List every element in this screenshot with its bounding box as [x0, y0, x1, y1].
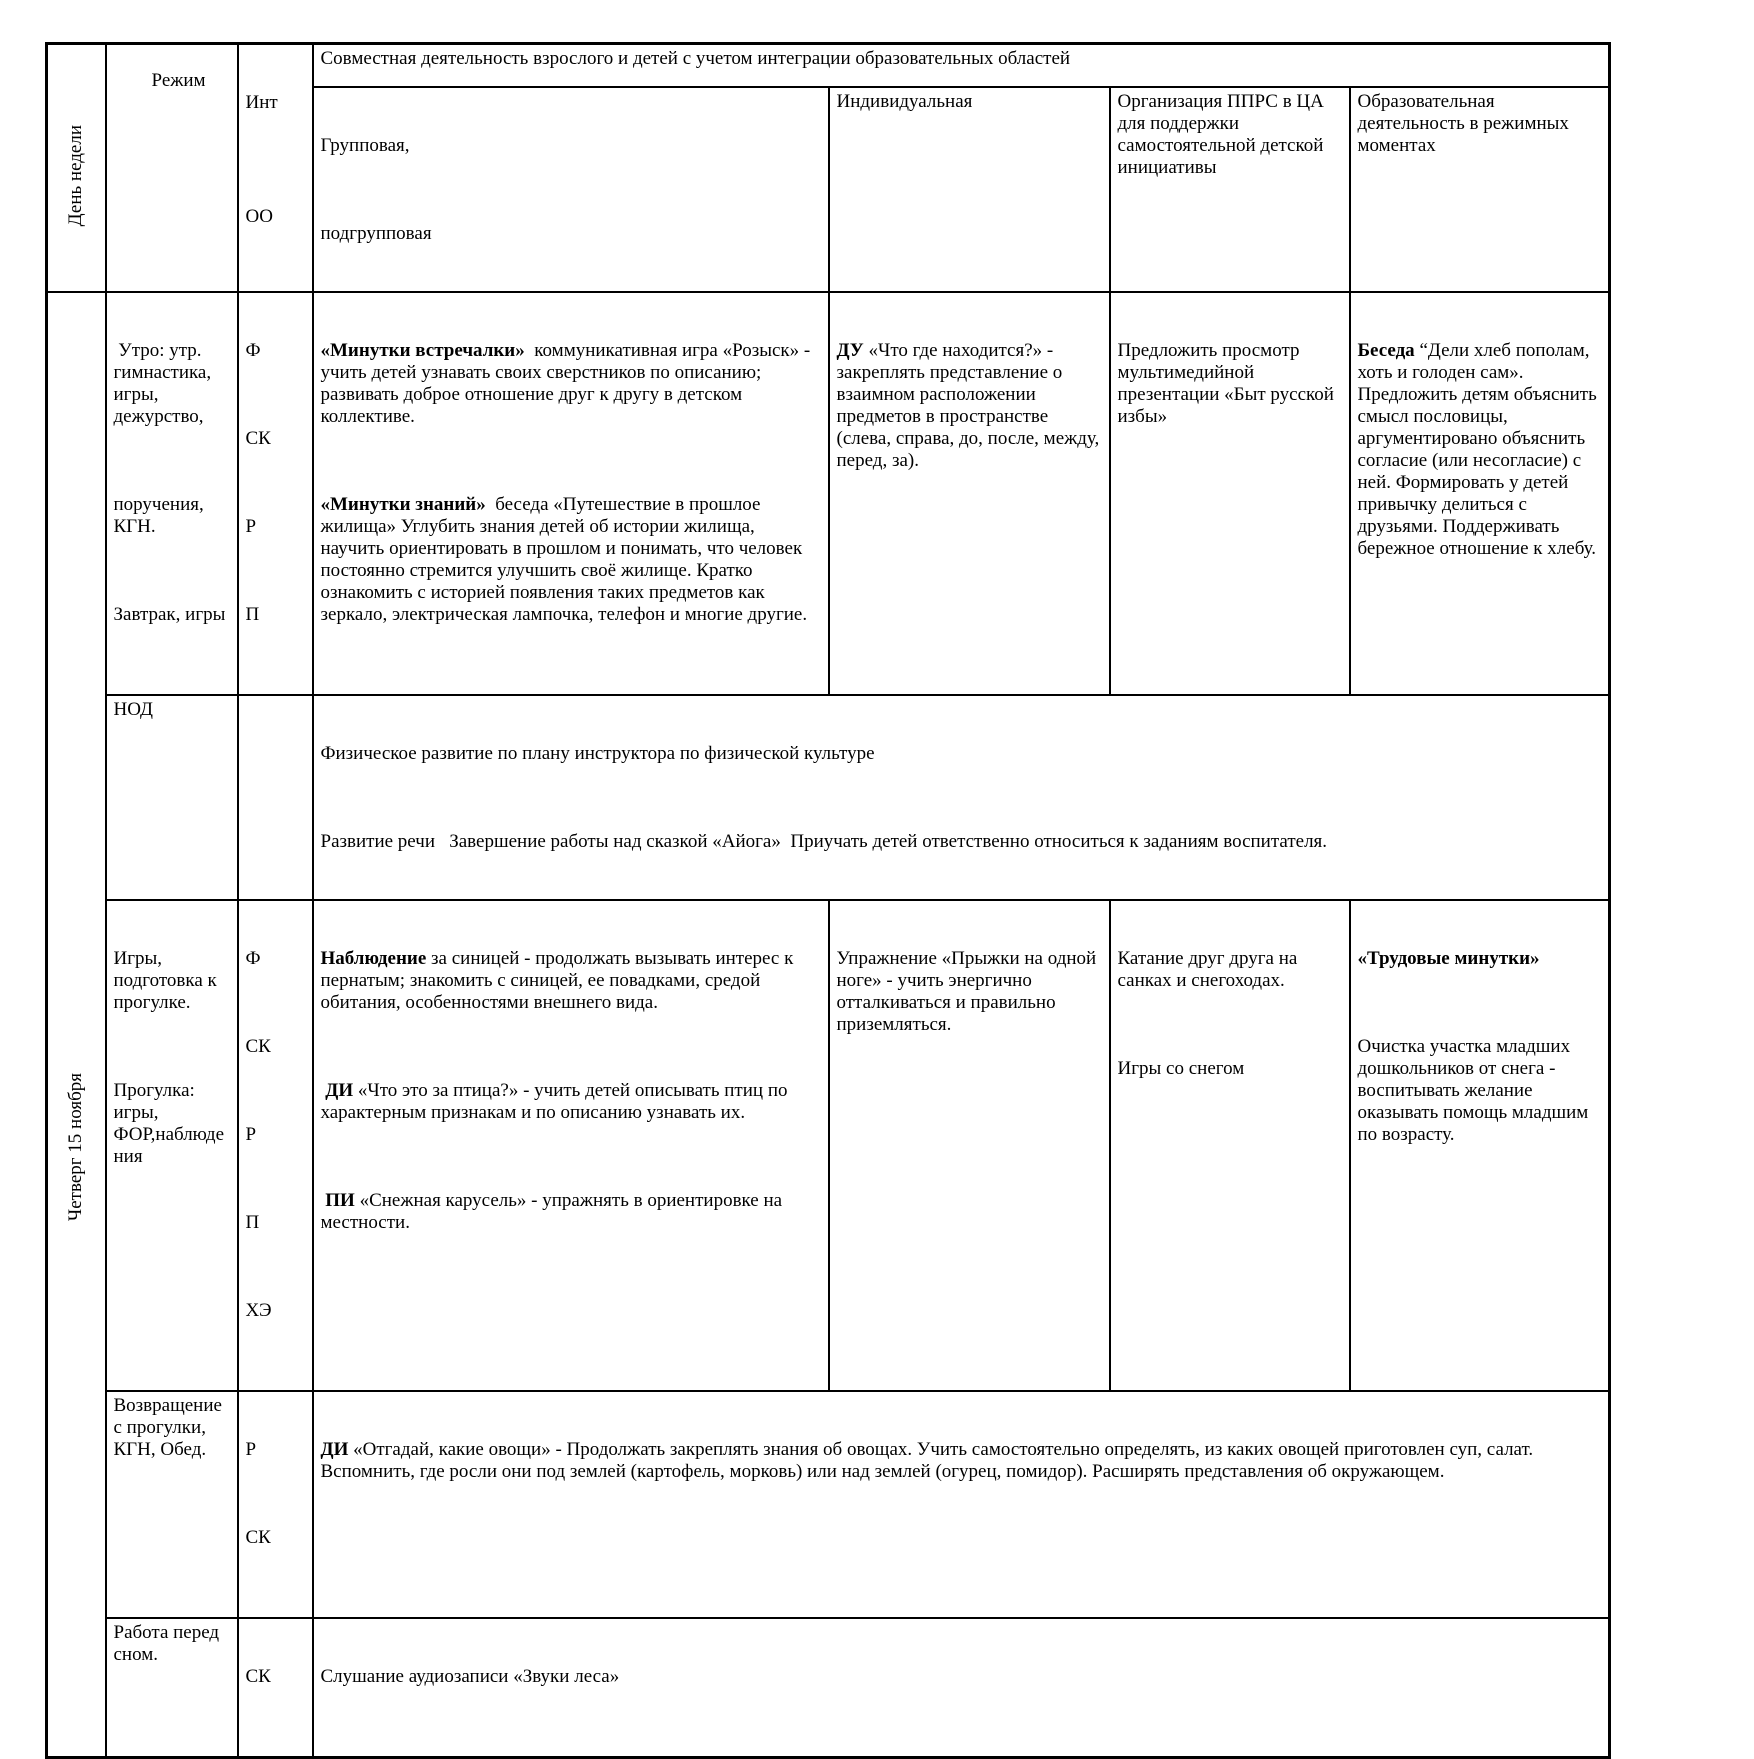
activity-paragraph: ДИ «Что это за птица?» - учить детей описывать птиц по характерным признакам и по описанию узнавать их.	[320, 1079, 793, 1123]
cell-sleep-activity	[313, 1618, 1610, 1758]
activity-paragraph: ДИ «Отгадай, какие овощи» - Продолжать закреплять знания об овощах. Учить самостоятельно определять, из каких овощей приготовлен суп, салат. Вспомнить, где росли они под землей (картофель, морковь) или над землей (огурец, помидор). Расширять представления об окружающем.	[320, 1438, 1538, 1482]
activity-paragraph: ДУ «Что где находится?» - закреплять представление о взаимном расположении предметов в пространстве (слева, справа, до, после, между, перед, за).	[836, 339, 1105, 471]
integration-code: Ф	[245, 947, 261, 969]
cell-morning-pprs	[1110, 292, 1350, 695]
integration-code: СК	[245, 1665, 271, 1687]
row-morning	[47, 292, 1610, 695]
integration-code: Р	[245, 1123, 257, 1145]
cell-walk-edu	[1350, 900, 1610, 1391]
activity-paragraph: «Минутки знаний» беседа «Путешествие в прошлое жилища» Углубить знания детей об истории жилища, научить ориентировать в прошлом и понимать, что человек постоянно стремится улучшить своё жилище. Кратко ознакомить с историей появления таких предметов как зеркало, электрическая лампочка, телефон и многие другие.	[320, 493, 808, 625]
header-pprs-cell: Организация ППРС в ЦА для поддержки самостоятельной детской инициативы	[1110, 87, 1350, 292]
cell-morning-edu	[1350, 292, 1610, 695]
cell-walk-group	[313, 900, 829, 1391]
cell-sleep-integration	[238, 1618, 313, 1758]
cell-nod-activity	[313, 695, 1610, 900]
integration-code: Р	[245, 515, 257, 537]
header-edu-moments-cell: Образовательная деятельность в режимных моментах	[1350, 87, 1610, 292]
activity-paragraph: Упражнение «Прыжки на одной ноге» - учить энергично отталкиваться и правильно приземляться.	[836, 947, 1101, 1035]
header-day-of-week-cell	[47, 44, 106, 292]
header-integration-abbr2: ОО	[245, 206, 273, 227]
day-label: Четверг 15 ноября	[65, 1072, 87, 1222]
header-group-form-cell	[313, 87, 829, 292]
activity-paragraph: «Трудовые минутки»	[1357, 947, 1540, 969]
header-regime-label: Режим	[151, 70, 206, 91]
activity-paragraph: Катание друг друга на санках и снегоходах.	[1117, 947, 1303, 991]
activity-paragraph: Беседа “Дели хлеб пополам, хоть и голоден сам». Предложить детям объяснить смысл пословицы, аргументировано объяснить согласие (или несогласие) с ней. Формировать у детей привычку делиться с друзьями. Поддерживать бережное отношение к хлебу.	[1357, 339, 1602, 559]
row-sleep	[47, 1618, 1610, 1758]
cell-nod-integration	[238, 695, 313, 900]
cell-return-regime: Возвращение с прогулки, КГН, Обед.	[106, 1391, 238, 1618]
activity-paragraph: Физическое развитие по плану инструктора по физической культуре	[320, 742, 875, 764]
cell-walk-regime	[106, 900, 238, 1391]
activity-paragraph: Очистка участка младших дошкольников от снега - воспитывать желание оказывать помощь младшим по возрасту.	[1357, 1035, 1594, 1145]
activity-paragraph: Развитие речи Завершение работы над сказкой «Айога» Приучать детей ответственно относиться к заданиям воспитателя.	[320, 830, 1328, 852]
header-day-of-week-label: День недели	[65, 125, 87, 227]
cell-return-integration	[238, 1391, 313, 1618]
integration-code: П	[245, 603, 260, 625]
activity-paragraph: Слушание аудиозаписи «Звуки леса»	[320, 1665, 620, 1687]
header-joint-activity-cell: Совместная деятельность взрослого и детей с учетом интеграции образовательных областей	[313, 44, 1610, 87]
cell-nod-regime: НОД	[106, 695, 238, 900]
regime-paragraph: Прогулка: игры, ФОР,наблюдения	[113, 1079, 225, 1167]
regime-paragraph: Утро: утр. гимнастика, игры, дежурство,	[113, 339, 216, 427]
header-group-form-line1: Групповая,	[320, 134, 410, 156]
activity-paragraph: «Минутки встречалки» коммуникативная игра «Розыск» - учить детей узнавать своих сверстников по описанию; развивать доброе отношение друг к другу в детском коллективе.	[320, 339, 815, 427]
header-group-form-line2: подгрупповая	[320, 222, 432, 244]
row-return	[47, 1391, 1610, 1618]
row-nod	[47, 695, 1610, 900]
activity-paragraph: Наблюдение за синицей - продолжать вызывать интерес к пернатым; знакомить с синицей, ее повадками, средой обитания, особенностями внешнего вида.	[320, 947, 799, 1013]
cell-walk-pprs	[1110, 900, 1350, 1391]
integration-code: ХЭ	[245, 1299, 272, 1321]
activity-paragraph: Предложить просмотр мультимедийной презентации «Быт русской избы»	[1117, 339, 1339, 427]
regime-paragraph: Игры, подготовка к прогулке.	[113, 947, 222, 1013]
integration-code: СК	[245, 427, 271, 449]
integration-code: Р	[245, 1438, 257, 1460]
integration-code: СК	[245, 1035, 271, 1057]
cell-walk-integration	[238, 900, 313, 1391]
cell-sleep-regime: Работа перед сном.	[106, 1618, 238, 1758]
header-row-1	[47, 44, 1610, 87]
cell-morning-integration	[238, 292, 313, 695]
cell-morning-group	[313, 292, 829, 695]
activity-paragraph: ПИ «Снежная карусель» - упражнять в ориентировке на местности.	[320, 1189, 787, 1233]
row-walk	[47, 900, 1610, 1391]
day-label-cell	[47, 292, 106, 1758]
header-regime-cell	[106, 44, 238, 292]
planning-table	[45, 42, 1611, 1759]
regime-paragraph: Завтрак, игры	[113, 603, 226, 625]
integration-code: СК	[245, 1526, 271, 1548]
cell-walk-individual	[829, 900, 1110, 1391]
integration-code: Ф	[245, 339, 261, 361]
header-integration-cell	[238, 44, 313, 292]
regime-paragraph: поручения, КГН.	[113, 493, 209, 537]
header-individual-cell: Индивидуальная	[829, 87, 1110, 292]
activity-paragraph: Игры со снегом	[1117, 1057, 1245, 1079]
header-integration-abbr: Инт	[245, 92, 278, 113]
cell-morning-individual	[829, 292, 1110, 695]
integration-code: П	[245, 1211, 260, 1233]
cell-morning-regime	[106, 292, 238, 695]
cell-return-activity	[313, 1391, 1610, 1618]
